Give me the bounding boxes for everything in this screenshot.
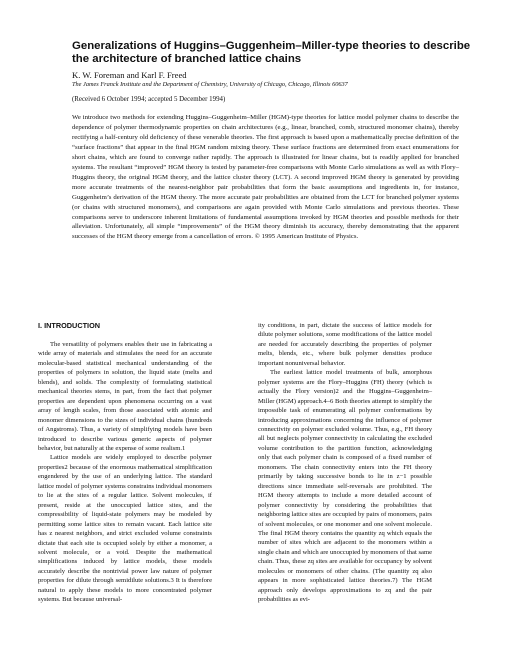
left-column	[38, 321, 212, 605]
paper-title: Generalizations of Huggins–Guggenheim–Miller-type theories to describe the architecture of branched lattice chains	[72, 40, 471, 65]
abstract: We introduce two methods for extending Huggins–Guggenheim–Miller (HGM)-type theories for lattice model polymer chains to describe the dependence of polymer thermodynamic properties on chain architectures (e.g., linear, branched, comb, structured monomer chains), thereby rectifying a half-century old deficiency of these venerable theories. The first approach is based upon a mathematically precise definition of the “surface fractions” that appear in the final HGM random mixing theory. These surface fractions are determined from exact enumerations for short chains, which are found to converge rather rapidly. The approach is illustrated for linear chains, but is readily applied for branched systems. The resultant “improved” HGM theory is tested by parameter-free comparisons with Monte Carlo simulations as well as with Flory–Huggins theory, the original HGM theory, and the lattice cluster theory (LCT). A second improved HGM theory is generated by providing more accurate treatments of the nearest-neighbor pair probabilities that form the basic assumptions and ingredients in, for instance, Guggenheim’s derivation of the HGM theory. The more accurate pair probabilities are obtained from the LCT for branched polymer systems (or chains with structured monomers), and comparisons are again provided with Monte Carlo simulations and previous theories. These comparisons serve to underscore inherent limitations of fundamental assumptions invoked by HGM theories and possible methods for their alleviation. Unfortunately, all simple “improvements” of the HGM theory diminish its accuracy, thereby demonstrating that the apparent successes of the HGM theory emerge from a cancellation of errors. © 1995 American Institute of Physics.	[72, 114, 459, 241]
section-heading: I. INTRODUCTION	[38, 321, 101, 330]
received-dates: (Received 6 October 1994; accepted 5 December 1994)	[72, 96, 226, 103]
paragraph: The earliest lattice model treatments of bulk, amorphous polymer systems are the Flory–Huggins (FH) theory (which is actually the Flory version)2 and the Huggins–Guggenheim–Miller (HGM) approach.4–6 Both theories attempt to simplify the impossible task of enumerating all polymer conformations by introducing approximations concerning the influence of polymer connectivity on polymer excluded volume. Thus, e.g., FH theory all but neglects polymer connectivity in calculating the excluded volume contribution to the partition function, acknowledging only that each polymer chain is composed of a fixed number of monomers. The chain connectivity enters into the FH theory primarily by taking successive bonds to lie in z−1 possible directions since immediate self-reversals are prohibited. The HGM theory attempts to include a more detailed account of polymer connectivity by considering the probabilities that neighboring lattice sites are occupied by pairs of monomers, pairs of solvent molecules, or one monomer and one solvent molecule. The final HGM theory contains the quantity zq which equals the number of sites which are adjacent to the monomers within a single chain and which are unoccupied by monomers of that same chain. Thus, these zq sites are available for occupancy by solvent molecules or monomers of other chains. (The quantity zq also appears in more sophisticated lattice theories.7) The HGM approach only develops approximations to zq and the pair probabilities as evi-	[258, 369, 432, 604]
paragraph: Lattice models are widely employed to describe polymer properties2 because of the enormous mathematical simplification engendered by the use of an underlying lattice. The standard lattice model of polymer systems constrains individual monomers to lie at the sites of a regular lattice. Solvent molecules, if present, reside at the unoccupied lattice sites, and the compressibility of liquid-state polymers may be modeled by permitting some lattice sites to remain vacant. Each lattice site has z nearest neighbors, and strict excluded volume constraints dictate that each site is occupied solely by either a monomer, a solvent molecule, or a void. Despite the mathematical simplifications induced by lattice models, these models accurately describe the nontrivial power law nature of polymer properties for dilute through semidilute solutions.3 It is therefore natural to apply these models to more concentrated polymer systems. But because universal-	[38, 454, 212, 604]
paragraph: ity conditions, in part, dictate the success of lattice models for dilute polymer solutions, some modifications of the lattice model are needed for accurately describing the properties of polymer melts, blends, etc., where bulk polymer densities produce important nonuniversal behavior.	[258, 322, 432, 367]
affiliation: The James Franck Institute and the Department of Chemistry, University of Chicago, Chicago, Illinois 60637	[72, 81, 348, 88]
right-column	[258, 321, 432, 605]
authors: K. W. Foreman and Karl F. Freed	[72, 70, 187, 80]
paragraph: The versatility of polymers enables their use in fabricating a wide array of materials and stimulates the need for an accurate molecular-based statistical mechanical understanding of the properties of polymers in solution, the liquid state (melts and blends), and solids. The complexity of formulating statistical mechanical theories stems, in part, from the fact that polymer properties are dependent upon phenomena occurring on a vast array of length scales, from those associated with atomic and monomer dimensions to the sizes of individual chains (hundreds of Angstroms). Thus, a variety of simplifying models have been introduced to describe various generic aspects of polymer behavior, but naturally at the expense of some realism.1	[38, 341, 212, 452]
